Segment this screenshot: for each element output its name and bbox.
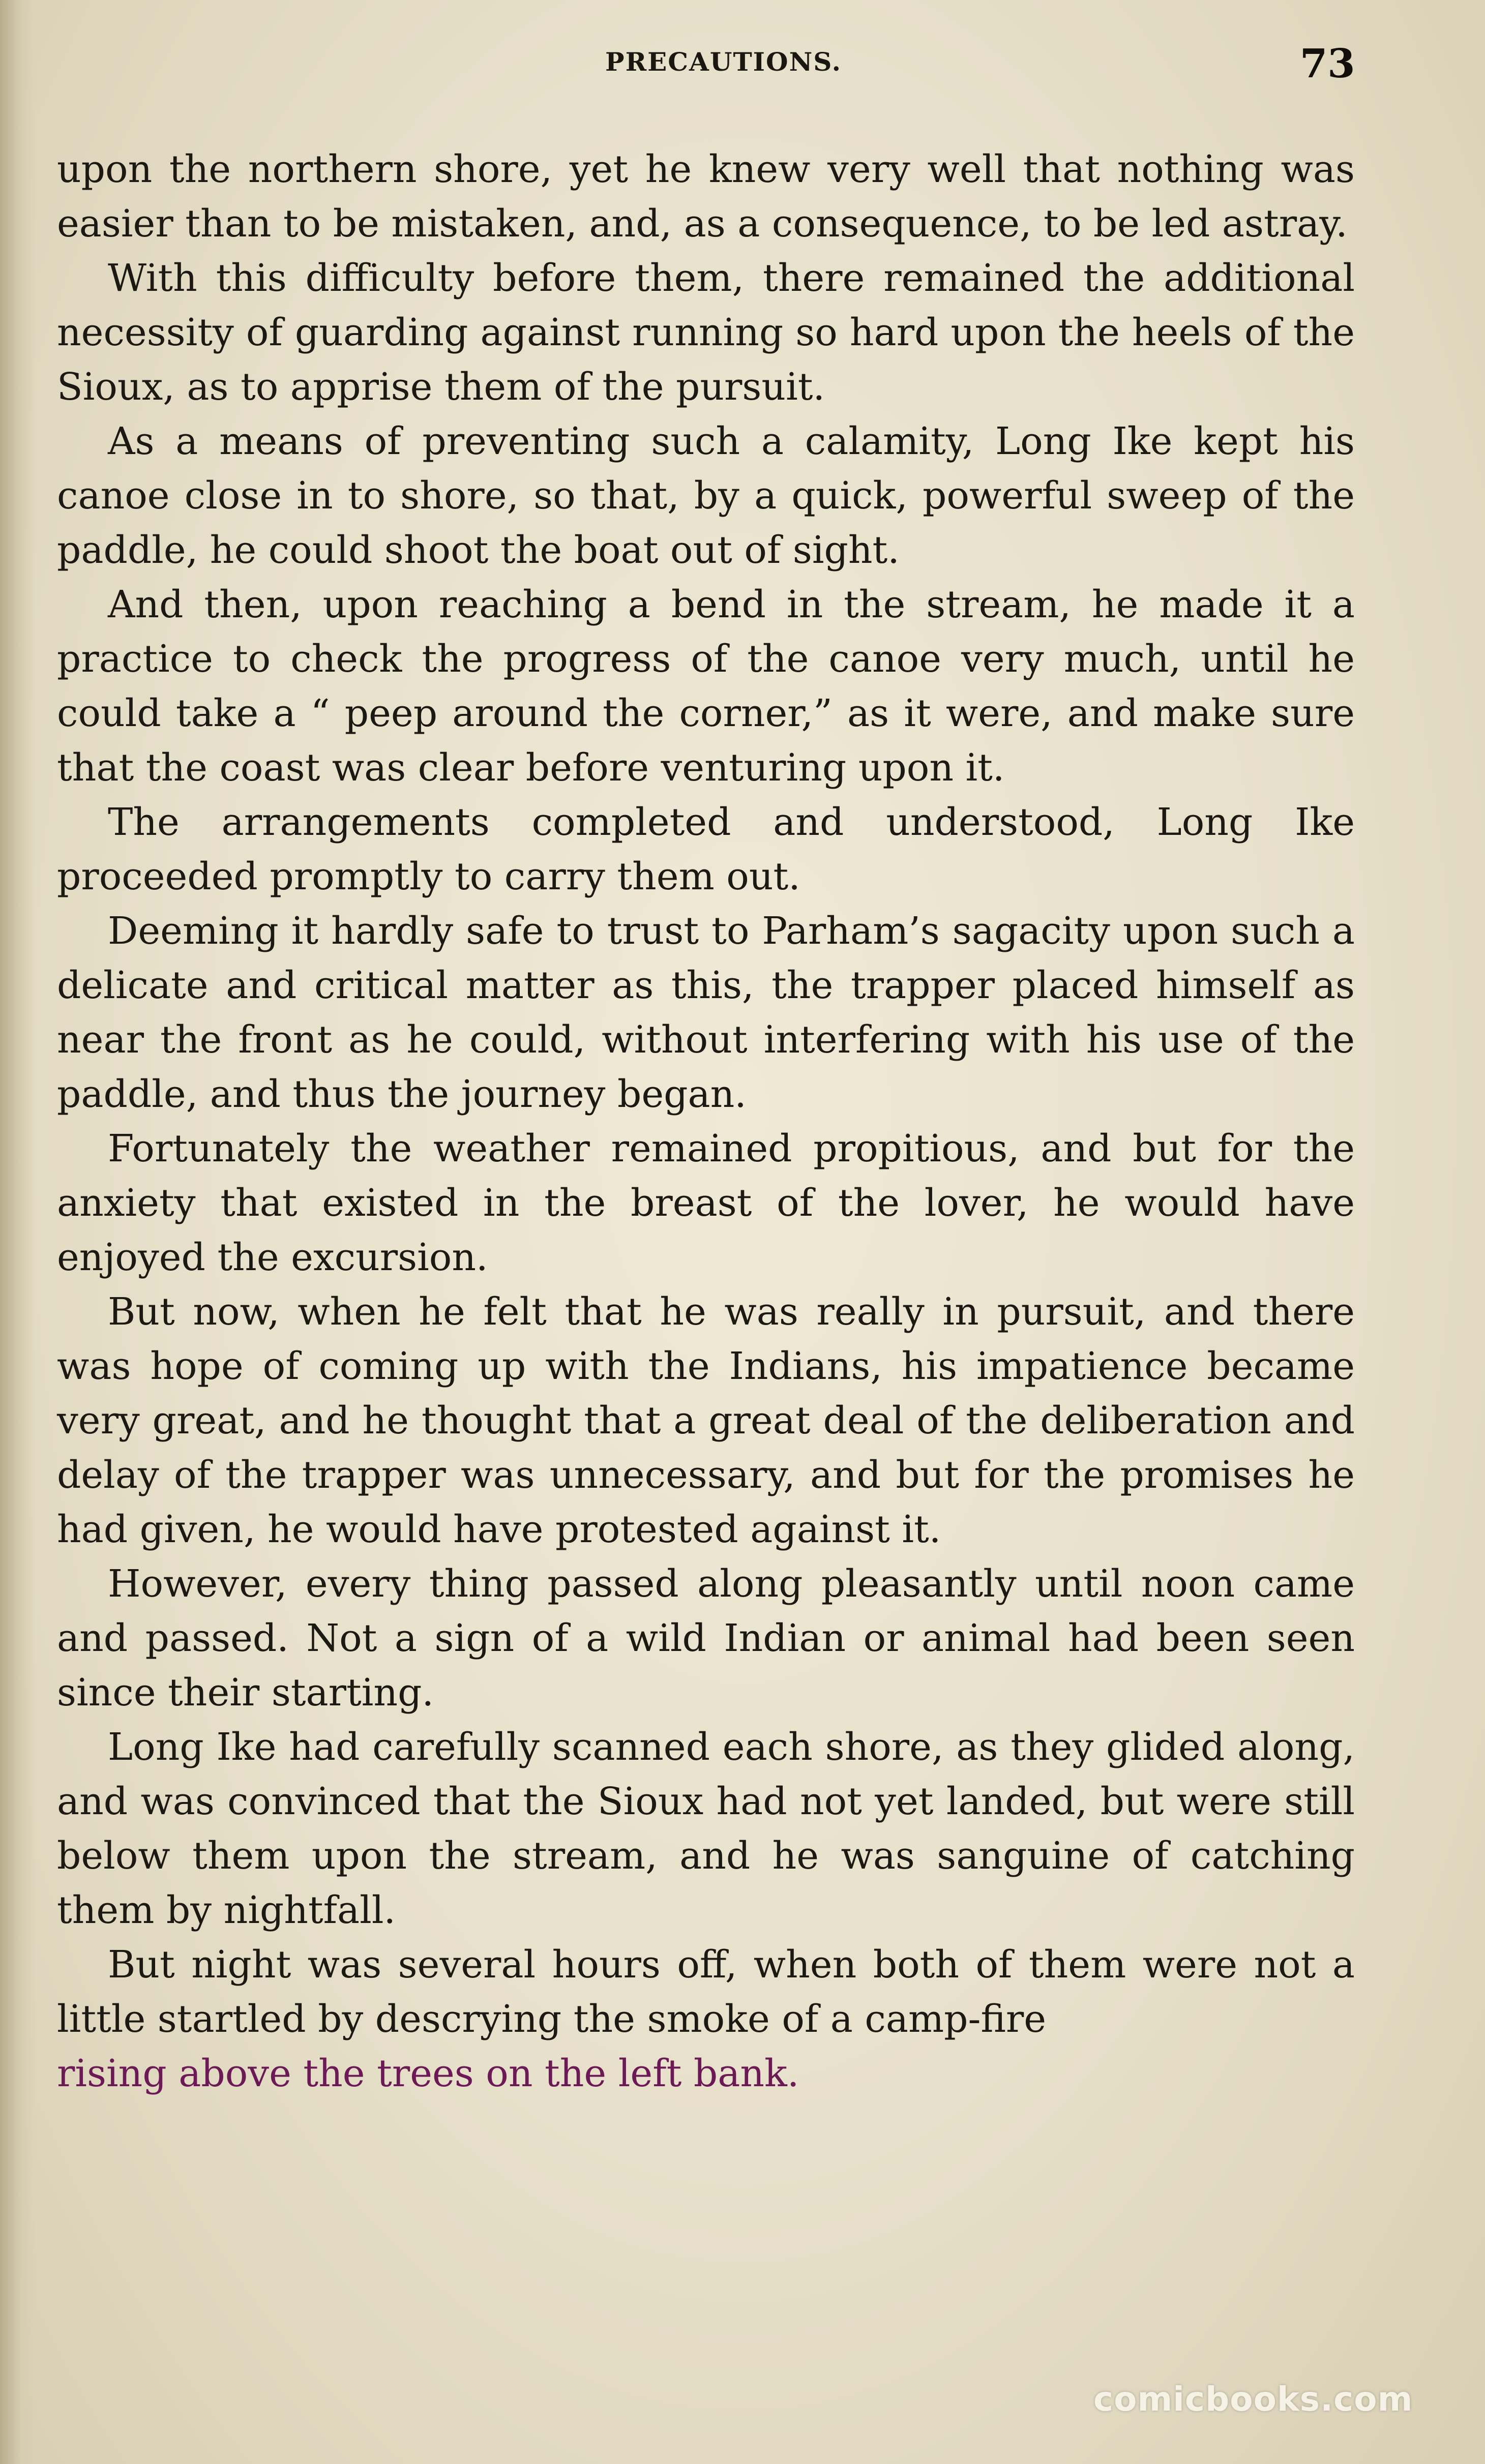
paragraph: As a means of preventing such a calamity, Long Ike kept his canoe close in to shore, so that, by a quick, powerful sweep of the paddle, he could shoot the boat out of sight. bbox=[57, 419, 1355, 572]
paragraph-continued: upon the northern shore, yet he knew very well that nothing was easier than to be mistaken, and, as a consequence, to be led astray. bbox=[57, 147, 1355, 246]
running-head: PRECAUTIONS. bbox=[605, 47, 842, 77]
paragraph-last-line: rising above the trees on the left bank. bbox=[57, 2052, 799, 2095]
paragraph: With this difficulty before them, there remained the additional necessity of guarding against running so hard upon the heels of the Sioux, as to apprise them of the pursuit. bbox=[57, 256, 1355, 409]
page-binding-shadow bbox=[0, 0, 36, 2464]
paragraph: Long Ike had carefully scanned each shore, as they glided along, and was convinced that the Sioux had not yet landed, but were still below them upon the stream, and he was sanguine of catching them by nightfall. bbox=[57, 1725, 1355, 1932]
paragraph: And then, upon reaching a bend in the stream, he made it a practice to check the progress of the canoe very much, until he could take a “ peep around the corner,” as it were, and make sure that the coast was clear before venturing upon it. bbox=[57, 583, 1355, 790]
paragraph: Deeming it hardly safe to trust to Parham’s sagacity upon such a delicate and critical matter as this, the trapper placed himself as near the front as he could, without interfering with his use of the paddle, and thus the journey began. bbox=[57, 909, 1355, 1116]
paragraph: But now, when he felt that he was really in pursuit, and there was hope of coming up with the Indians, his impatience became very great, and he thought that a great deal of the deliberation and delay of the trapper was unnecessary, and but for the promises he had given, he would have protested against it. bbox=[57, 1290, 1355, 1551]
paragraph: However, every thing passed along pleasantly until noon came and passed. Not a sign of a wild Indian or animal had been seen since their starting. bbox=[57, 1562, 1355, 1715]
body-text bbox=[57, 142, 1355, 2101]
page-number: 73 bbox=[1300, 41, 1355, 87]
paragraph: The arrangements completed and understood, Long Ike proceeded promptly to carry them out. bbox=[57, 800, 1355, 898]
paragraph: But night was several hours off, when both of them were not a little startled by descrying the smoke of a camp-fire bbox=[57, 1943, 1355, 2041]
site-watermark: comicbooks.com bbox=[1093, 2380, 1413, 2419]
paragraph: Fortunately the weather remained propitious, and but for the anxiety that existed in the breast of the lover, he would have enjoyed the excursion. bbox=[57, 1127, 1355, 1279]
